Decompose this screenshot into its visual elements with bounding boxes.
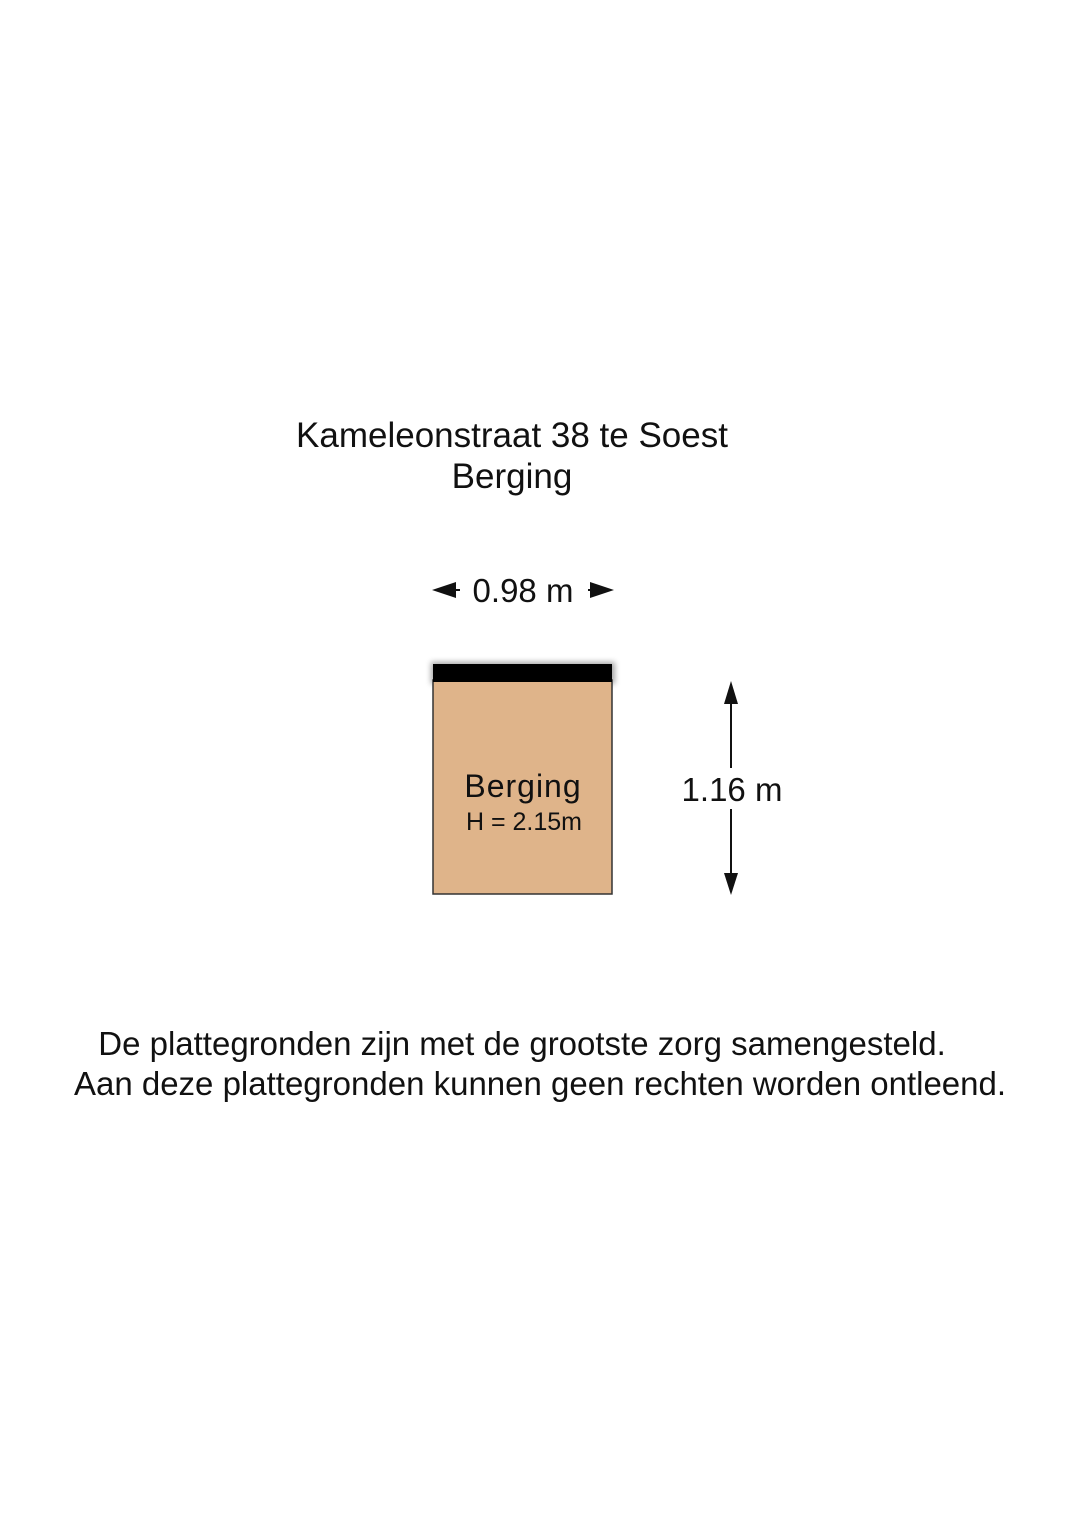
plan-address-title: Kameleonstraat 38 te Soest [296,416,728,455]
disclaimer-line-1: De plattegronden zijn met de grootste zorg samengesteld. [98,1025,946,1062]
width-dimension [432,572,614,609]
room-wall [433,664,612,682]
width-dimension-label: 0.98 m [472,572,574,609]
room-height-label: H = 2.15m [465,808,583,836]
right-arrow-icon [590,582,614,598]
room-name-label: Berging [464,768,582,804]
depth-dimension-label: 1.16 m [681,771,783,808]
plan-floor-title: Berging [451,457,573,496]
down-arrow-icon [724,873,738,895]
disclaimer-line-2: Aan deze plattegronden kunnen geen rechten worden ontleend. [73,1065,1007,1102]
room-berging [431,662,615,894]
depth-dimension [682,681,783,895]
